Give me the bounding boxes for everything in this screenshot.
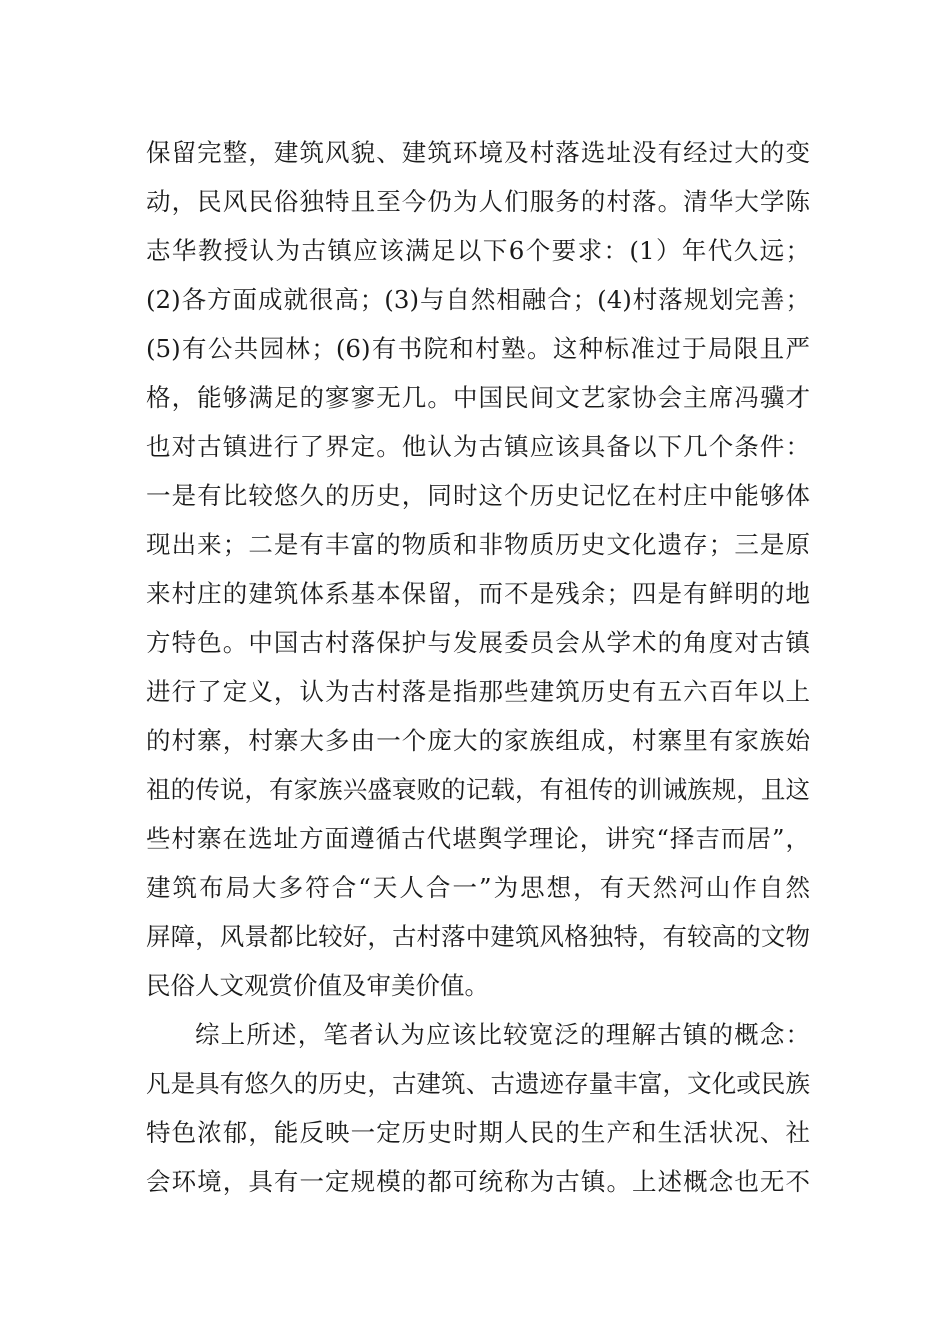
text-line: 也对古镇进行了界定。他认为古镇应该具备以下几个条件： <box>146 432 810 461</box>
text-line: 会环境，具有一定规模的都可统称为古镇。上述概念也无不 <box>146 1167 810 1196</box>
text-line: 动，民风民俗独特且至今仍为人们服务的村落。清华大学陈 <box>146 187 810 216</box>
text-line: 方特色。中国古村落保护与发展委员会从学术的角度对古镇 <box>146 628 810 657</box>
text-line: 建筑布局大多符合“天人合一”为思想，有天然河山作自然 <box>146 873 810 902</box>
text-line: 民俗人文观赏价值及审美价值。 <box>146 971 489 1000</box>
paragraph-2 <box>146 1010 810 1206</box>
text-line: 志华教授认为古镇应该满足以下6个要求：(1）年代久远； <box>146 236 810 265</box>
text-line: 一是有比较悠久的历史，同时这个历史记忆在村庄中能够体 <box>146 481 810 510</box>
text-line: 来村庄的建筑体系基本保留，而不是残余；四是有鲜明的地 <box>146 579 810 608</box>
text-line: 的村寨，村寨大多由一个庞大的家族组成，村寨里有家族始 <box>146 726 810 755</box>
text-line: (5)有公共园林；(6)有书院和村塾。这种标准过于局限且严 <box>146 334 810 363</box>
text-line: 屏障，风景都比较好，古村落中建筑风格独特，有较高的文物 <box>146 922 810 951</box>
text-line: 现出来；二是有丰富的物质和非物质历史文化遗存；三是原 <box>146 530 810 559</box>
body-text <box>146 128 810 1206</box>
text-line: 凡是具有悠久的历史，古建筑、古遗迹存量丰富，文化或民族 <box>146 1069 810 1098</box>
text-line: 综上所述，笔者认为应该比较宽泛的理解古镇的概念： <box>195 1020 810 1049</box>
text-line: 进行了定义，认为古村落是指那些建筑历史有五六百年以上 <box>146 677 810 706</box>
text-line: 保留完整，建筑风貌、建筑环境及村落选址没有经过大的变 <box>146 138 810 167</box>
text-line: 些村寨在选址方面遵循古代堪舆学理论，讲究“择吉而居”， <box>146 824 810 853</box>
text-line: 格，能够满足的寥寥无几。中国民间文艺家协会主席冯骥才 <box>146 383 810 412</box>
text-line: 特色浓郁，能反映一定历史时期人民的生产和生活状况、社 <box>146 1118 810 1147</box>
text-line: (2)各方面成就很高；(3)与自然相融合；(4)村落规划完善； <box>146 285 810 314</box>
text-line: 祖的传说，有家族兴盛衰败的记载，有祖传的训诫族规，且这 <box>146 775 810 804</box>
paragraph-1 <box>146 128 810 1010</box>
